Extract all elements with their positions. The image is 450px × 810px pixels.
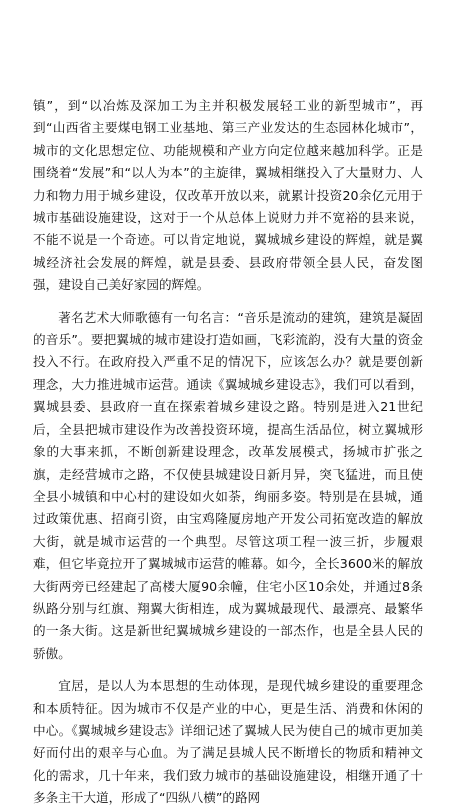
paragraph-1: 镇”，到“以冶炼及深加工为主并积极发展轻工业的新型城市”，再到“山西省主要煤电钢工业基地、第三产业发达的生态园林化城市”，城市的文化思想定位、功能规模和产业方向定位越来越加科学。正是围绕着“发展”和“以人为本”的主旋律，翼城相继投入了大量财力、人力和物力用于城乡建设，仅改革开放以来，就累计投资20余亿元用于城市基础设施建设，这对于一个从总体上说财力并不宽裕的县来说，不能不说是一个奇迹。可以肯定地说，翼城城乡建设的辉煌，就是翼城经济社会发展的辉煌，就是县委、县政府带领全县人民，奋发图强，建设自己美好家园的辉煌。 (33, 98, 423, 293)
paragraph-3: 宜居，是以人为本思想的生动体现，是现代城乡建设的重要理念和本质特征。因为城市不仅是产业的中心，更是生活、消费和休闲的中心。《翼城城乡建设志》详细记述了翼城人民为使自己的城市更加美好而付出的艰辛与心血。为了满足县城人民不断增长的物质和精神文化的需求，几十年来，我们致力城市的基础设施建设，相继开通了十多条主干大道，形成了“四纵八横”的路网 (33, 678, 423, 806)
paragraph-gap (33, 665, 423, 675)
body-text (33, 95, 423, 810)
paragraph-gap (33, 297, 423, 307)
paragraph-2: 著名艺术大师歌德有一句名言：“音乐是流动的建筑，建筑是凝固的音乐”。要把翼城的城市建设打造如画，飞彩流韵，没有大量的资金投入不行。在政府投入严重不足的情况下，应该怎么办？就是要创新理念，大力推进城市运营。通读《翼城城乡建设志》，我们可以看到，翼城县委、县政府一直在探索着城乡建设之路。特别是进入21世纪后，全县把城市建设作为改善投资环境，提高生活品位，树立翼城形象的大事来抓，不断创新建设理念，改革发展模式，扬城市扩张之旗，走经营城市之路，不仅使县城建设日新月异，突飞猛进，而且使全县小城镇和中心村的建设如火如荼，绚丽多姿。特别是在县城，通过政策优惠、招商引资，由宝鸡隆厦房地产开发公司拓宽改造的解放大街，就是城市运营的一个典型。尽管这项工程一波三折，步履艰难，但它毕竟拉开了翼城城市运营的帷幕。如今，全长3600米的解放大街两旁已经建起了高楼大厦90余幢，住宅小区10余处，并通过8条纵路分别与红旗、翔翼大街相连，成为翼城最现代、最漂亮、最繁华的一条大街。这是新世纪翼城城乡建设的一部杰作，也是全县人民的骄傲。 (33, 309, 423, 661)
